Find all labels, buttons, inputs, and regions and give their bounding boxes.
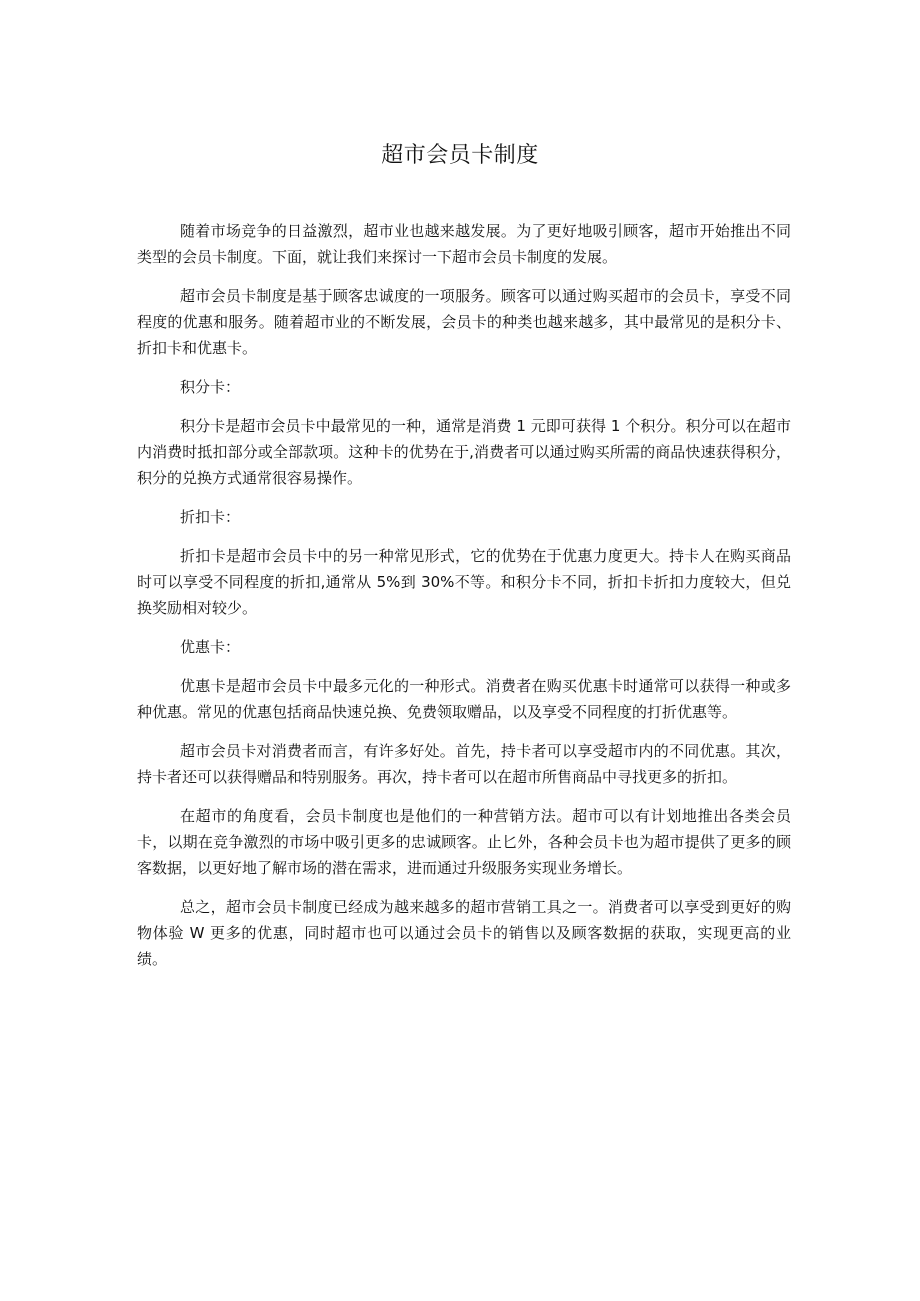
heading-discount-card: 折扣卡： — [180, 508, 241, 526]
document-body — [137, 218, 791, 985]
paragraph-supermarket-view: 在超市的角度看，会员卡制度也是他们的一种营销方法。超市可以有计划地推出各类会员卡，以期在竞争激烈的市场中吸引更多的忠诚顾客。止匕外，各种会员卡也为超市提供了更多的顾客数据，以更好地了解市场的潜在需求，进而通过升级服务实现业务增长。 — [137, 807, 791, 877]
paragraph-overview: 超市会员卡制度是基于顾客忠诚度的一项服务。顾客可以通过购买超市的会员卡，享受不同程度的优惠和服务。随着超市业的不断发展，会员卡的种类也越来越多，其中最常见的是积分卡、折扣卡和优惠卡。 — [137, 287, 791, 357]
paragraph-points-card: 积分卡是超市会员卡中最常见的一种，通常是消费 1 元即可获得 1 个积分。积分可以在超市内消费时抵扣部分或全部款项。这种卡的优势在于,消费者可以通过购买所需的商品快速获得积分，积分的兑换方式通常很容易操作。 — [137, 417, 791, 487]
paragraph-consumer-benefits: 超市会员卡对消费者而言，有许多好处。首先，持卡者可以享受超市内的不同优惠。其次，持卡者还可以获得赠品和特别服务。再次，持卡者可以在超市所售商品中寻找更多的折扣。 — [137, 742, 791, 786]
paragraph-conclusion: 总之，超市会员卡制度已经成为越来越多的超市营销工具之一。消费者可以享受到更好的购物体验 W 更多的优惠，同时超市也可以通过会员卡的销售以及顾客数据的获取，实现更高的业绩。 — [137, 898, 791, 968]
paragraph-offer-card: 优惠卡是超市会员卡中最多元化的一种形式。消费者在购买优惠卡时通常可以获得一种或多种优惠。常见的优惠包括商品快速兑换、免费领取赠品，以及享受不同程度的打折优惠等。 — [137, 677, 791, 721]
paragraph-discount-card: 折扣卡是超市会员卡中的另一种常见形式，它的优势在于优惠力度更大。持卡人在购买商品时可以享受不同程度的折扣,通常从 5%到 30%不等。和积分卡不同，折扣卡折扣力度较大，但兑换奖励相对较少。 — [137, 547, 791, 617]
paragraph-intro: 随着市场竞争的日益激烈，超市业也越来越发展。为了更好地吸引顾客，超市开始推出不同类型的会员卡制度。下面，就让我们来探讨一下超市会员卡制度的发展。 — [137, 222, 791, 266]
heading-offer-card: 优惠卡： — [180, 638, 241, 656]
heading-points-card: 积分卡： — [180, 378, 241, 396]
document-title: 超市会员卡制度 — [381, 143, 539, 168]
